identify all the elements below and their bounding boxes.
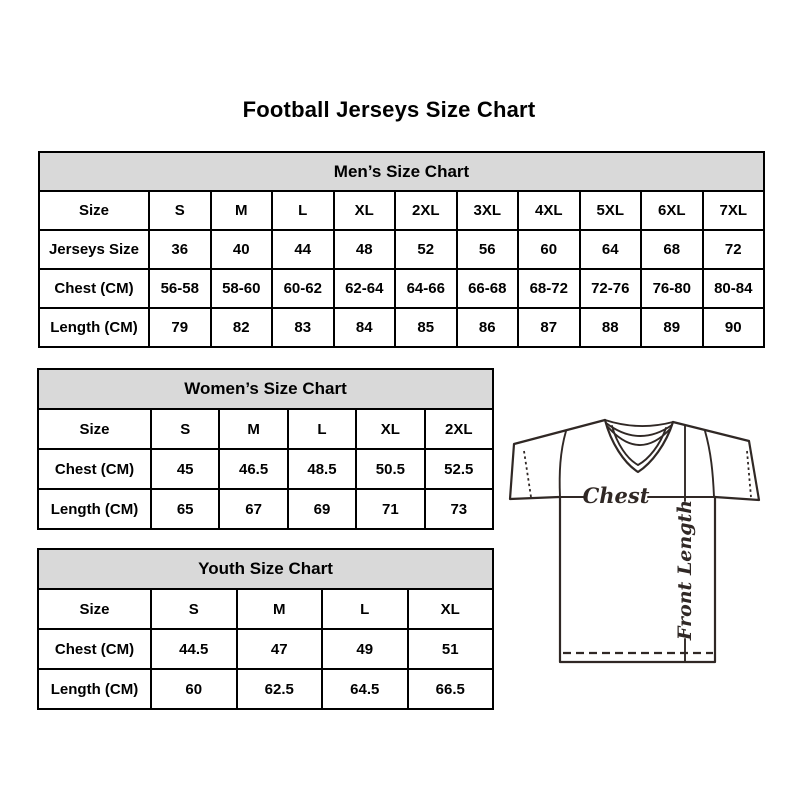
row-label: Length (CM) <box>38 669 151 709</box>
cell-value: 50.5 <box>356 449 424 489</box>
table-row <box>39 269 764 308</box>
cell-value: 83 <box>272 308 334 347</box>
cell-value: 56-58 <box>149 269 211 308</box>
front-length-label: Front Length <box>674 499 696 641</box>
cell-value: 66.5 <box>408 669 494 709</box>
cell-value: 68-72 <box>518 269 580 308</box>
cell-value: L <box>272 191 334 230</box>
table-row <box>39 308 764 347</box>
cell-value: XL <box>408 589 494 629</box>
cell-value: 64-66 <box>395 269 457 308</box>
cell-value: 80-84 <box>703 269 765 308</box>
cell-value: S <box>151 589 237 629</box>
cell-value: L <box>322 589 408 629</box>
cell-value: 48.5 <box>288 449 356 489</box>
page-title: Football Jerseys Size Chart <box>242 97 536 122</box>
cell-value: 36 <box>149 230 211 269</box>
cell-value: 3XL <box>457 191 519 230</box>
row-label: Length (CM) <box>39 308 149 347</box>
cell-value: 65 <box>151 489 219 529</box>
table-row <box>38 449 493 489</box>
cell-value: 84 <box>334 308 396 347</box>
row-label: Jerseys Size <box>39 230 149 269</box>
cell-value: S <box>151 409 219 449</box>
table-row <box>38 669 493 709</box>
cell-value: 72 <box>703 230 765 269</box>
cell-value: 82 <box>211 308 273 347</box>
cell-value: 64.5 <box>322 669 408 709</box>
jersey-left-seam <box>560 431 566 497</box>
cell-value: 62-64 <box>334 269 396 308</box>
cell-value: 52.5 <box>425 449 493 489</box>
row-label: Chest (CM) <box>38 629 151 669</box>
table-row <box>39 230 764 269</box>
cell-value: XL <box>356 409 424 449</box>
cell-value: 85 <box>395 308 457 347</box>
cell-value: 56 <box>457 230 519 269</box>
table-row <box>38 629 493 669</box>
row-label: Size <box>39 191 149 230</box>
cell-value: 89 <box>641 308 703 347</box>
cell-value: 52 <box>395 230 457 269</box>
chest-label: Chest <box>582 483 650 508</box>
cell-value: 46.5 <box>219 449 287 489</box>
cell-value: 79 <box>149 308 211 347</box>
cell-value: 64 <box>580 230 642 269</box>
table-title: Women’s Size Chart <box>38 369 493 409</box>
cell-value: 88 <box>580 308 642 347</box>
mens-size-table <box>38 151 765 348</box>
cell-value: 47 <box>237 629 323 669</box>
cell-value: 5XL <box>580 191 642 230</box>
jersey-measurement-diagram <box>500 400 770 690</box>
table-row <box>38 589 493 629</box>
row-label: Length (CM) <box>38 489 151 529</box>
cell-value: 73 <box>425 489 493 529</box>
cell-value: 48 <box>334 230 396 269</box>
cell-value: 58-60 <box>211 269 273 308</box>
cell-value: 4XL <box>518 191 580 230</box>
row-label: Size <box>38 409 151 449</box>
cell-value: 60-62 <box>272 269 334 308</box>
cell-value: 72-76 <box>580 269 642 308</box>
cell-value: 49 <box>322 629 408 669</box>
cell-value: 66-68 <box>457 269 519 308</box>
cell-value: S <box>149 191 211 230</box>
cell-value: 68 <box>641 230 703 269</box>
cell-value: 51 <box>408 629 494 669</box>
cell-value: 90 <box>703 308 765 347</box>
cell-value: 87 <box>518 308 580 347</box>
jersey-right-seam <box>705 431 714 497</box>
cell-value: M <box>219 409 287 449</box>
cell-value: 40 <box>211 230 273 269</box>
youth-size-table <box>37 548 494 710</box>
cell-value: 60 <box>518 230 580 269</box>
table-title-row <box>38 369 493 409</box>
table-title: Men’s Size Chart <box>39 152 764 191</box>
cell-value: 86 <box>457 308 519 347</box>
cell-value: XL <box>334 191 396 230</box>
cell-value: 45 <box>151 449 219 489</box>
table-title: Youth Size Chart <box>38 549 493 589</box>
cell-value: 44.5 <box>151 629 237 669</box>
jersey-collar-top <box>605 420 673 426</box>
table-row <box>38 489 493 529</box>
cell-value: 44 <box>272 230 334 269</box>
cell-value: M <box>211 191 273 230</box>
row-label: Size <box>38 589 151 629</box>
table-title-row <box>39 152 764 191</box>
row-label: Chest (CM) <box>39 269 149 308</box>
cell-value: 7XL <box>703 191 765 230</box>
cell-value: 76-80 <box>641 269 703 308</box>
cell-value: 69 <box>288 489 356 529</box>
table-row <box>38 409 493 449</box>
cell-value: 2XL <box>395 191 457 230</box>
cell-value: 6XL <box>641 191 703 230</box>
cell-value: 71 <box>356 489 424 529</box>
cell-value: 62.5 <box>237 669 323 709</box>
table-row <box>39 191 764 230</box>
cell-value: 60 <box>151 669 237 709</box>
cell-value: M <box>237 589 323 629</box>
cell-value: L <box>288 409 356 449</box>
womens-size-table <box>37 368 494 530</box>
row-label: Chest (CM) <box>38 449 151 489</box>
jersey-left-cuff-dashed-line <box>524 451 531 497</box>
table-title-row <box>38 549 493 589</box>
cell-value: 2XL <box>425 409 493 449</box>
cell-value: 67 <box>219 489 287 529</box>
jersey-right-cuff-dashed-line <box>747 451 751 497</box>
